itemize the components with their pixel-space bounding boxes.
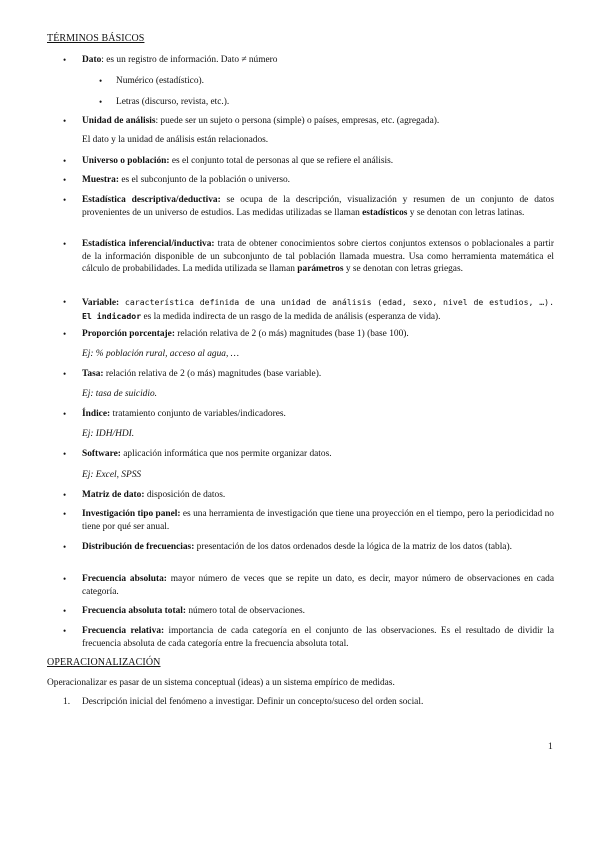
- term-distribucion: Distribución de frecuencias:: [82, 542, 195, 552]
- bullet-icon: •: [63, 175, 67, 185]
- paragraph-operacionalizar: Operacionalizar es pasar de un sistema conceptual (ideas) a un sistema empírico de medidas.: [47, 678, 395, 688]
- bullet-icon: •: [63, 297, 67, 307]
- example-proporcion: Ej: % población rural, acceso al agua, …: [82, 349, 240, 359]
- definition-universo: es el conjunto total de personas al que se refiere el análisis.: [169, 156, 394, 166]
- note-unidad: El dato y la unidad de análisis están relacionados.: [82, 135, 269, 145]
- bullet-icon: •: [99, 76, 103, 86]
- term-descriptiva: Estadística descriptiva/deductiva:: [82, 195, 221, 205]
- bullet-icon: •: [63, 239, 67, 249]
- definition-relativa: importancia de cada categoría en el conjunto de las observaciones. Es el resultado de dividir la frecuencia absoluta de cada categoría entre la frecuencia absoluta total.: [82, 626, 554, 649]
- term-tasa: Tasa:: [82, 369, 104, 379]
- term-indicador: El indicador: [82, 310, 142, 321]
- term-absoluta-total: Frecuencia absoluta total:: [82, 606, 186, 616]
- definition-descriptiva: se ocupa de la descripción, visualización y resumen de un conjunto de datos provenientes de un universo de estudios. Las medidas utilizadas se llaman: [82, 195, 554, 218]
- list-item-software: [63, 448, 554, 461]
- bullet-icon: •: [63, 449, 67, 459]
- bullet-icon: •: [63, 490, 67, 500]
- definition-unidad: : puede ser un sujeto o persona (simple) o países, empresas, etc. (agregada).: [155, 116, 440, 126]
- list-item-tasa: [63, 368, 554, 381]
- list-item-muestra: [63, 174, 554, 187]
- term-relativa: Frecuencia relativa:: [82, 626, 165, 636]
- term-muestra: Muestra:: [82, 175, 119, 185]
- list-item-universo: [63, 155, 554, 168]
- definition-inferencial-end: y se denotan con letras griegas.: [343, 264, 463, 275]
- keyword-estadisticos: estadísticos: [362, 207, 408, 218]
- definition-dato: : es un registro de información. Dato ≠ número: [101, 55, 278, 65]
- sub-item-numerico: [99, 75, 204, 88]
- bullet-icon: •: [99, 97, 103, 107]
- bullet-icon: •: [63, 369, 67, 379]
- bullet-icon: •: [63, 509, 67, 519]
- list-item-proporcion: [63, 328, 554, 341]
- definition-inferencial: trata de obtener conocimientos sobre ciertos conjuntos extensos o poblacionales a partir de la información disponible de un subconjunto de tal población llamada muestra. Usa como herramienta matemática el cálculo de probabilidades. La medida utilizada se llaman: [82, 239, 555, 275]
- list-item-frecuencia-absoluta-total: [63, 605, 554, 618]
- page-number: 1: [548, 742, 553, 752]
- term-universo: Universo o población:: [82, 156, 170, 166]
- definition-matriz: disposición de datos.: [144, 490, 226, 500]
- list-number: 1.: [63, 697, 71, 707]
- section-title-terminos-basicos: TÉRMINOS BÁSICOS: [47, 33, 145, 44]
- term-panel: Investigación tipo panel:: [82, 509, 181, 519]
- list-item-frecuencia-relativa: [63, 625, 554, 650]
- term-matriz: Matriz de dato:: [82, 490, 145, 500]
- section-title-operacionalizacion: OPERACIONALIZACIÓN: [47, 657, 161, 668]
- list-item-distribucion: [63, 541, 554, 554]
- definition-tasa: relación relativa de 2 (o más) magnitudes (base variable).: [103, 369, 322, 379]
- list-item-unidad-de-analisis: [63, 115, 554, 128]
- bullet-icon: •: [63, 574, 67, 584]
- bullet-icon: •: [63, 542, 67, 552]
- definition-distribucion: presentación de los datos ordenados desde la lógica de la matriz de los datos (tabla).: [194, 542, 512, 552]
- list-item-investigacion-panel: [63, 508, 554, 533]
- sub-item-letras: [99, 96, 230, 109]
- list-item-variable: [63, 296, 554, 323]
- definition-panel: es una herramienta de investigación que tiene una proyección en el tiempo, pero la periodicidad no tiene por qué ser anual.: [82, 509, 554, 532]
- bullet-icon: •: [63, 55, 67, 65]
- list-item-dato: [63, 54, 554, 67]
- term-proporcion: Proporción porcentaje:: [82, 329, 175, 339]
- definition-muestra: es el subconjunto de la población o universo.: [118, 175, 291, 185]
- keyword-parametros: parámetros: [297, 264, 344, 275]
- definition-indicador: es la medida indirecta de un rasgo de la medida de análisis (esperanza de vida).: [141, 311, 441, 322]
- list-item-estadistica-descriptiva: [63, 194, 554, 219]
- bullet-icon: •: [63, 626, 67, 636]
- list-item-matriz: [63, 489, 554, 502]
- example-software: Ej: Excel, SPSS: [82, 470, 142, 480]
- bullet-icon: •: [63, 116, 67, 126]
- term-unidad: Unidad de análisis: [82, 116, 156, 126]
- bullet-icon: •: [63, 156, 67, 166]
- numbered-item-text: Descripción inicial del fenómeno a investigar. Definir un concepto/suceso del orden social.: [82, 697, 424, 707]
- sub-item-text: Numérico (estadístico).: [116, 76, 204, 86]
- list-item-estadistica-inferencial: [63, 238, 555, 276]
- definition-descriptiva-end: y se denotan con letras latinas.: [407, 207, 525, 218]
- bullet-icon: •: [63, 409, 67, 419]
- bullet-icon: •: [63, 606, 67, 616]
- term-software: Software:: [82, 449, 121, 459]
- definition-software: aplicación informática que nos permite organizar datos.: [120, 449, 332, 459]
- term-dato: Dato: [82, 55, 102, 65]
- definition-indice: tratamiento conjunto de variables/indicadores.: [110, 409, 286, 419]
- definition-variable: característica definida de una unidad de análisis (edad, sexo, nivel de estudios, …).: [119, 297, 554, 307]
- term-variable: Variable:: [82, 298, 120, 308]
- definition-absoluta-total: número total de observaciones.: [185, 606, 305, 616]
- definition-absoluta: mayor número de veces que se repite un dato, es decir, mayor número de observaciones en cada categoría.: [82, 574, 554, 597]
- term-indice: Índice:: [82, 409, 111, 419]
- list-item-indice: [63, 408, 554, 421]
- definition-proporcion: relación relativa de 2 (o más) magnitudes (base 1) (base 100).: [174, 329, 409, 339]
- list-item-frecuencia-absoluta: [63, 573, 554, 598]
- example-indice: Ej: IDH/HDI.: [82, 429, 135, 439]
- example-tasa: Ej: tasa de suicidio.: [82, 389, 157, 399]
- sub-item-text: Letras (discurso, revista, etc.).: [116, 97, 230, 107]
- bullet-icon: •: [63, 195, 67, 205]
- term-inferencial: Estadística inferencial/inductiva:: [82, 239, 215, 249]
- term-absoluta: Frecuencia absoluta:: [82, 574, 167, 584]
- bullet-icon: •: [63, 329, 67, 339]
